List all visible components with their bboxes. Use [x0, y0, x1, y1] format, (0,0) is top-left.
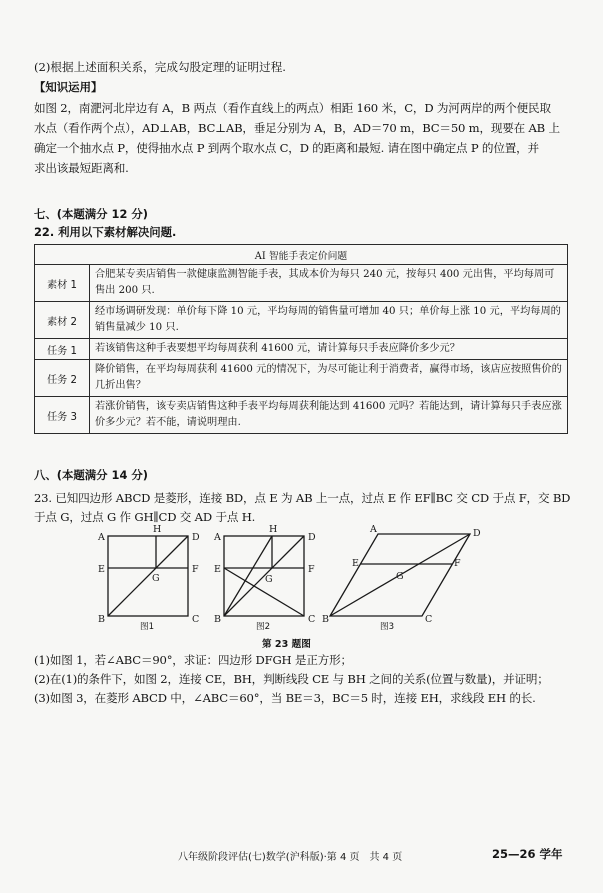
- q23-part1: (1)如图 1，若∠ABC＝90°，求证：四边形 DFGH 是正方形；: [34, 653, 352, 667]
- row-text: 经市场调研发现：单价每下降 10 元，平均每周的销售量可增加 40 只；单价每上涨 10 元，平均每周的销售量减少 10 只.: [90, 302, 568, 339]
- diagonal-bd: [224, 536, 304, 616]
- row-label: 素材 2: [35, 302, 90, 339]
- row-text: 合肥某专卖店销售一款健康监测智能手表，其成本价为每只 240 元，按每只 400 元出售，平均每周可售出 200 只.: [90, 265, 568, 302]
- q22-stem: 22. 利用以下素材解决问题.: [34, 225, 177, 239]
- caption-fig2: 图2: [256, 622, 271, 632]
- figure-title: 第 23 题图: [262, 639, 311, 650]
- table-row: [35, 302, 568, 339]
- knowledge-line: 水点（看作两个点），AD⊥AB，BC⊥AB，垂足分别为 A，B，AD＝70 m，BC＝50 m，现要在 AB 上: [34, 121, 560, 135]
- label-a: A: [214, 532, 221, 543]
- label-g: G: [152, 573, 160, 584]
- row-label: 任务 1: [35, 339, 90, 360]
- table-row: [35, 360, 568, 397]
- label-b: B: [322, 614, 329, 625]
- label-c: C: [192, 614, 200, 625]
- label-g: G: [396, 571, 404, 582]
- label-b: B: [214, 614, 221, 625]
- knowledge-line: 确定一个抽水点 P，使得抽水点 P 到两个取水点 C，D 的距离和最短. 请在图中确定点 P 的位置，并: [34, 141, 539, 155]
- table-row: [35, 339, 568, 360]
- row-label: 任务 2: [35, 360, 90, 397]
- label-c: C: [425, 614, 433, 625]
- row-label: 素材 1: [35, 265, 90, 302]
- materials-table: [34, 244, 568, 434]
- figure-1: [92, 524, 202, 624]
- footer-page-info: 八年级阶段评估(七)数学(沪科版)·第 4 页 共 4 页: [178, 852, 403, 863]
- q23-stem-line: 23. 已知四边形 ABCD 是菱形，连接 BD，点 E 为 AB 上一点，过点 E 作 EF∥BC 交 CD 于点 F，交 BD: [34, 491, 571, 505]
- intro-part2: (2)根据上述面积关系，完成勾股定理的证明过程.: [34, 60, 286, 74]
- label-e: E: [352, 558, 359, 569]
- q23-part3: (3)如图 3，在菱形 ABCD 中，∠ABC＝60°，当 BE＝3，BC＝5 时，连接 EH，求线段 EH 的长.: [34, 691, 536, 705]
- figure-2: [208, 524, 318, 624]
- knowledge-line: 求出该最短距离和.: [34, 161, 129, 175]
- label-e: E: [214, 564, 221, 575]
- label-h: H: [153, 524, 162, 535]
- knowledge-line: 如图 2，南淝河北岸边有 A，B 两点（看作直线上的两点）相距 160 米，C，D 为河两岸的两个便民取: [34, 101, 551, 115]
- segment-eh: [360, 534, 430, 564]
- label-c: C: [308, 614, 316, 625]
- label-a: A: [370, 524, 377, 535]
- table-row: [35, 265, 568, 302]
- q23-part2: (2)在(1)的条件下，如图 2，连接 CE，BH，判断线段 CE 与 BH 之间的关系(位置与数量)，并证明；: [34, 672, 549, 686]
- label-f: F: [454, 558, 461, 569]
- row-label: 任务 3: [35, 397, 90, 434]
- label-d: D: [473, 528, 481, 539]
- label-b: B: [98, 614, 105, 625]
- label-h: H: [269, 524, 278, 535]
- label-d: D: [308, 532, 316, 543]
- q23-stem-line: 于点 G，过点 G 作 GH∥CD 交 AD 于点 H.: [34, 510, 256, 524]
- table-row: [35, 397, 568, 434]
- caption-fig1: 图1: [140, 622, 155, 632]
- label-f: F: [308, 564, 315, 575]
- caption-fig3: 图3: [380, 622, 395, 632]
- label-e: E: [98, 564, 105, 575]
- diagonal-bd: [108, 536, 188, 616]
- label-f: F: [192, 564, 199, 575]
- label-g: G: [265, 574, 273, 585]
- row-text: 降价销售，在平均每周获利 41600 元的情况下，为尽可能让利于消费者，赢得市场，该店应按照售价的几折出售？: [90, 360, 568, 397]
- table-title: AI 智能手表定价问题: [35, 245, 568, 265]
- knowledge-heading: 【知识运用】: [34, 80, 103, 94]
- figure-3: [322, 524, 490, 625]
- footer-school-year: 25—26 学年: [492, 847, 563, 861]
- label-d: D: [192, 532, 200, 543]
- section8-heading: 八、(本题满分 14 分): [34, 468, 148, 482]
- row-text: 若该销售这种手表要想平均每周获利 41600 元，请计算每只手表应降价多少元？: [90, 339, 568, 360]
- section7-heading: 七、(本题满分 12 分): [34, 207, 148, 221]
- label-a: A: [98, 532, 105, 543]
- row-text: 若涨价销售，该专卖店销售这种手表平均每周获利能达到 41600 元吗？若能达到，请计算每只手表应涨价多少元？若不能，请说明理由.: [90, 397, 568, 434]
